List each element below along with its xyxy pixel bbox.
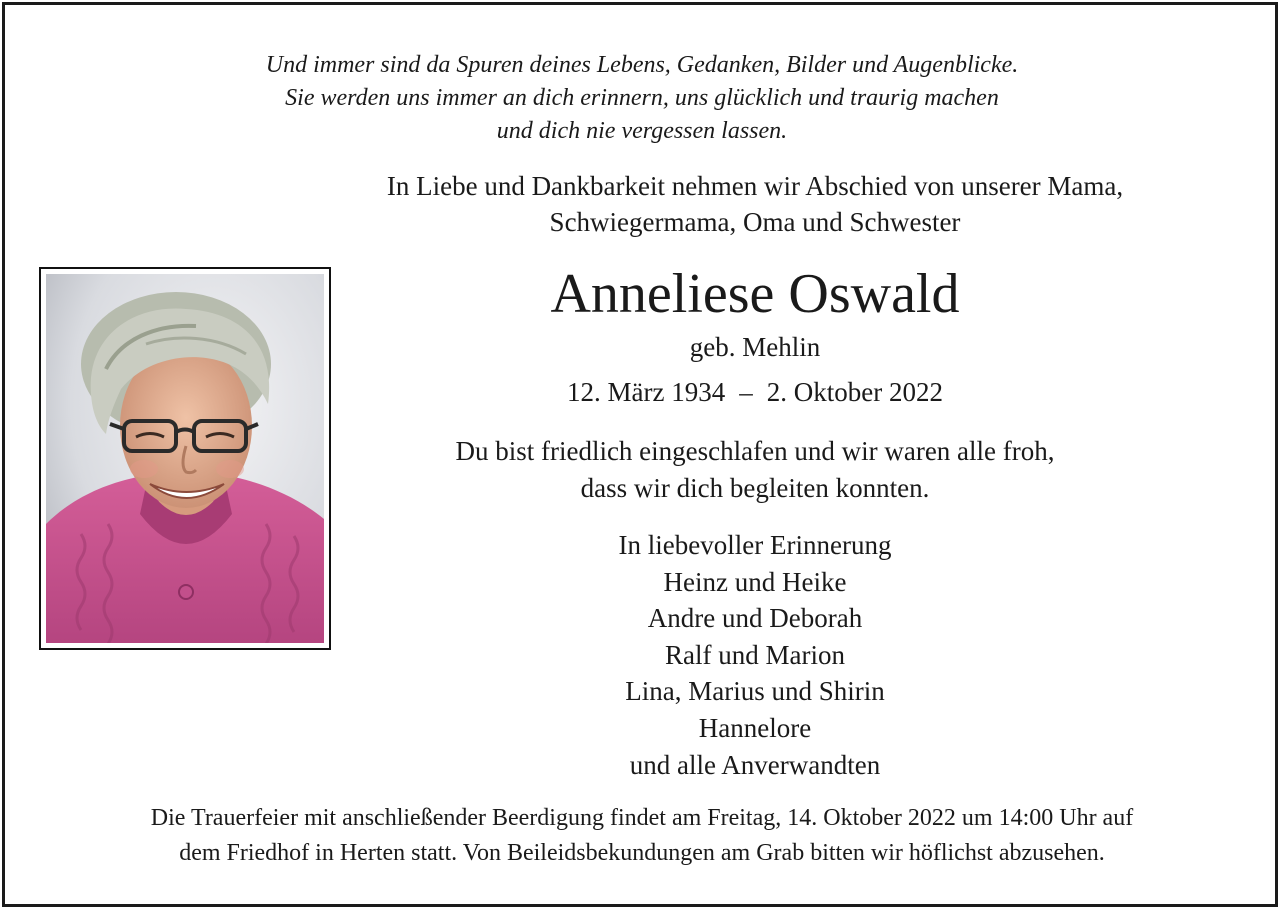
death-date: 2. Oktober 2022 (766, 377, 943, 407)
memorial-quote (5, 49, 1279, 148)
memorial-verse (255, 433, 1255, 507)
mourner-line: Andre und Deborah (647, 603, 863, 634)
mourner-line: und alle Anverwandten (629, 749, 881, 780)
intro-line: In Liebe und Dankbarkeit nehmen wir Abschied von unserer Mama, (386, 171, 1124, 201)
farewell-intro (255, 168, 1255, 240)
funeral-notice (5, 801, 1279, 871)
notice-line: dem Friedhof in Herten statt. Von Beileidsbekundungen am Grab bitten wir höflichst abzusehen. (179, 840, 1105, 866)
maiden-name: geb. Mehlin (689, 332, 821, 362)
mourners-list (255, 527, 1255, 783)
mourner-line: Lina, Marius und Shirin (625, 676, 885, 707)
birth-date: 12. März 1934 (567, 377, 726, 407)
verse-line: dass wir dich begleiten konnten. (580, 473, 930, 503)
verse-line: Du bist friedlich eingeschlafen und wir waren alle froh, (455, 436, 1055, 466)
mourner-line: Heinz und Heike (663, 566, 847, 597)
quote-line: und dich nie vergessen lassen. (496, 118, 788, 144)
mourner-line: In liebevoller Erinnerung (618, 530, 892, 560)
mourner-line: Hannelore (698, 712, 812, 743)
date-separator: – (739, 377, 753, 407)
intro-line: Schwiegermama, Oma und Schwester (549, 207, 961, 237)
quote-line: Sie werden uns immer an dich erinnern, uns glücklich und traurig machen (285, 85, 999, 111)
quote-line: Und immer sind da Spuren deines Lebens, Gedanken, Bilder und Augenblicke. (265, 52, 1019, 78)
deceased-name: Anneliese Oswald (550, 263, 960, 325)
notice-line: Die Trauerfeier mit anschließender Beerdigung findet am Freitag, 14. Oktober 2022 um 14:00 Uhr auf (150, 805, 1134, 831)
life-dates (255, 375, 1255, 409)
obituary-card (2, 2, 1278, 907)
mourner-line: Ralf und Marion (665, 639, 845, 670)
